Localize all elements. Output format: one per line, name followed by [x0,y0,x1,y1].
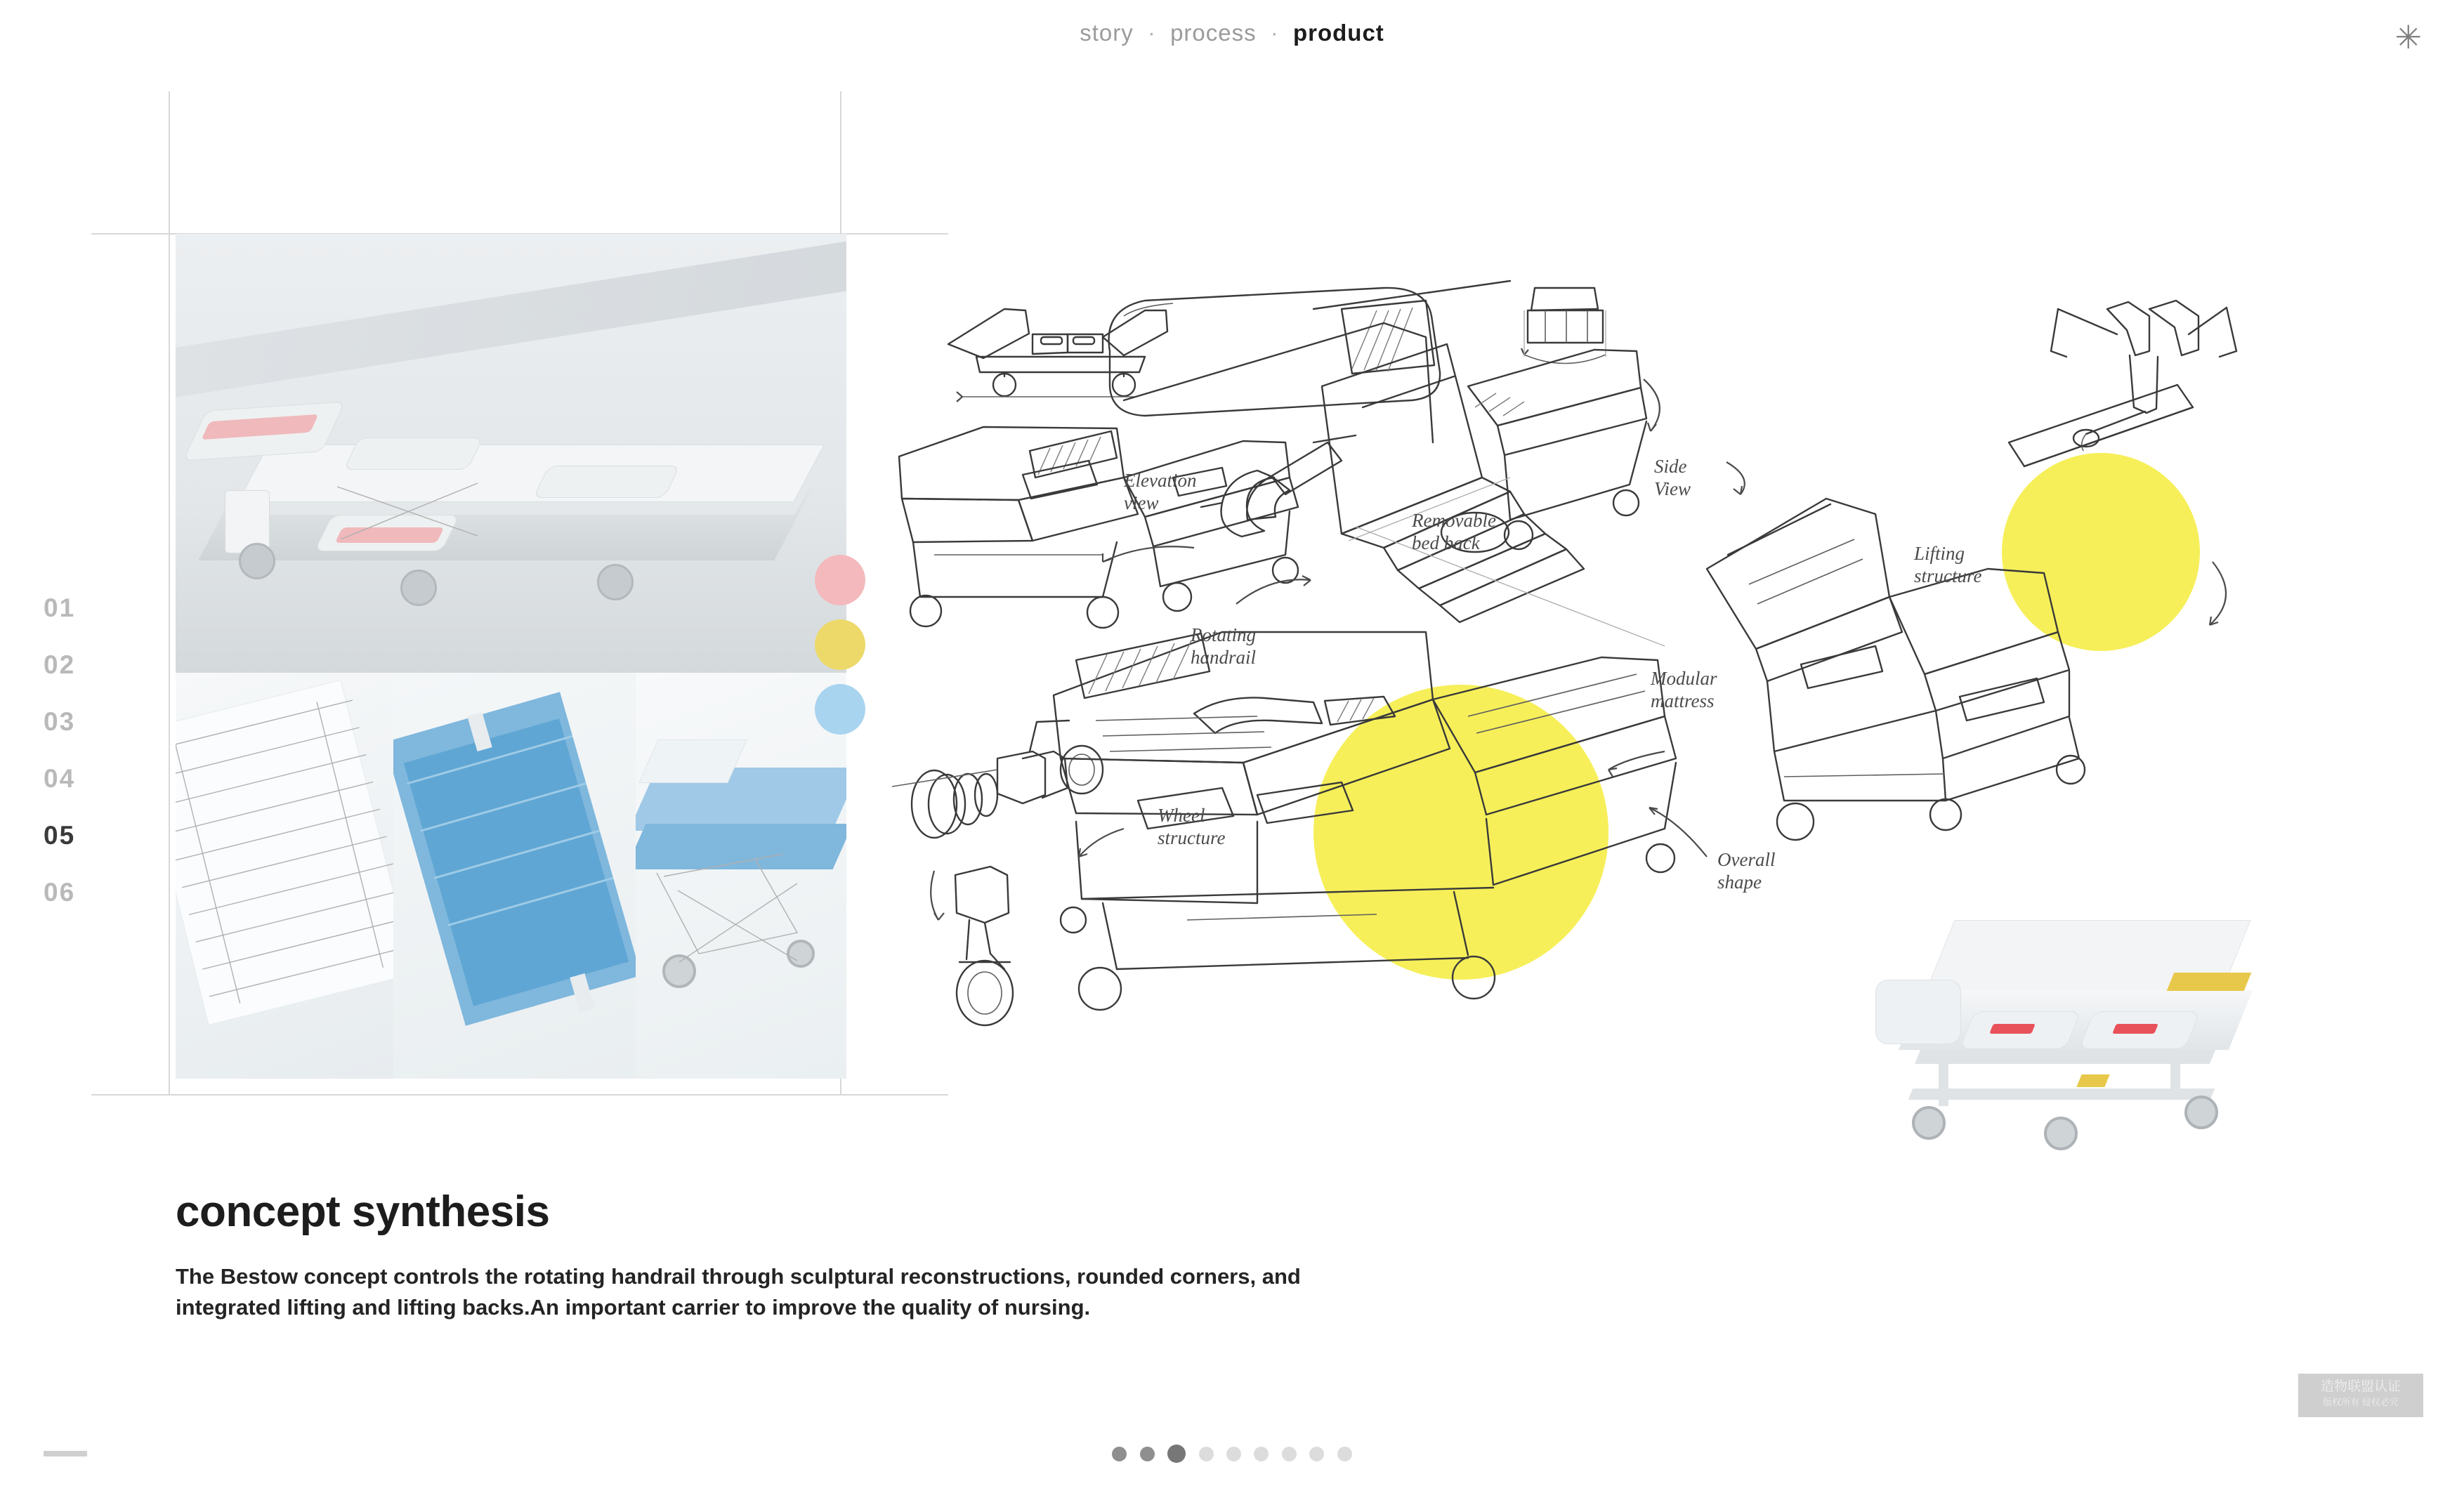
index-item-06[interactable]: 06 [44,878,76,907]
sketch-bed-right-lifted [1707,499,2085,840]
watermark-line-2: 版权所有 侵权必究 [2323,1396,2399,1407]
pagination-dot-1[interactable] [1112,1447,1127,1461]
render-wheel-3 [2184,1096,2218,1129]
nav-item-process[interactable]: process [1170,20,1257,46]
bottom-progress-dash [44,1451,87,1456]
label-lifting-structure: Lifting structure [1914,543,1982,587]
render-headboard [1875,980,1961,1044]
label-modular-mattress: Modular mattress [1651,668,1717,712]
pagination-dot-4[interactable] [1199,1447,1214,1461]
index-item-01[interactable]: 01 [44,593,76,622]
pagination-dot-6[interactable] [1254,1447,1269,1461]
render-handrail-accent-2 [2112,1024,2158,1034]
photo-cross-brace [176,234,846,673]
sketch-side-view [1521,288,1606,364]
product-render-photo [1868,906,2276,1187]
pagination-dot-2[interactable] [1140,1447,1155,1461]
asterisk-icon[interactable]: ✳ [2394,19,2422,55]
page-title: concept synthesis [176,1187,550,1236]
top-navigation[interactable] [0,20,2464,46]
render-wheel-1 [1912,1106,1946,1140]
nav-item-story[interactable]: story [1080,20,1134,46]
watermark [2298,1374,2423,1417]
index-item-04[interactable]: 04 [44,764,76,793]
pagination-dot-5[interactable] [1226,1447,1241,1461]
sketch-bed-main-large [1054,632,1676,1010]
pagination-dot-8[interactable] [1309,1447,1324,1461]
color-swatch-yellow [815,619,865,670]
index-item-02[interactable]: 02 [44,650,76,679]
sketch-lifting-structure [2009,301,2236,466]
pagination-dots[interactable] [0,1445,2464,1465]
render-footboard-accent [2167,973,2252,991]
label-removable-bed-back: Removable bed back [1412,510,1496,554]
photo-strip-item-blue-deck [393,673,636,1079]
nav-item-product[interactable]: product [1292,20,1384,46]
render-wheel-2 [2044,1117,2078,1150]
label-overall-shape: Overall shape [1717,849,1776,893]
render-leg-2 [2170,1050,2180,1099]
render-leg-1 [1939,1057,1948,1106]
sketch-elevation-view [948,309,1167,402]
pagination-dot-7[interactable] [1282,1447,1297,1461]
color-swatch-pink [815,555,865,605]
photo-mesh-pattern [176,673,393,1079]
render-frame-lower [1908,1088,2215,1100]
section-index[interactable] [44,593,75,935]
product-photo-main [176,234,846,673]
body-paragraph: The Bestow concept controls the rotating handrail through sculptural reconstructions, rounded corners, and integrated lifting and lifting backs.An important carrier to improve the quality of nursing. [176,1264,1301,1320]
guide-line-vertical-left [169,91,170,1096]
label-elevation-view: Elevation view [1124,470,1197,514]
color-swatch-blue [815,684,865,735]
pagination-dot-3-active[interactable] [1167,1445,1186,1463]
label-rotating-handrail: Rotating handrail [1191,624,1257,669]
sketch-removable-bed-back [1109,288,1441,416]
sketch-handrail-detail [1201,471,1274,537]
nav-separator-1: · [1147,20,1156,46]
photo-blue-deck-lines [393,673,636,1079]
label-wheel-structure: Wheel structure [1158,805,1226,849]
nav-separator-2: · [1270,20,1279,46]
index-item-05[interactable]: 05 [44,821,76,850]
pagination-dot-9[interactable] [1337,1447,1352,1461]
sketch-bed-perspective-left [899,427,1298,628]
render-handrail-accent-1 [1989,1024,2036,1034]
guide-line-horizontal-bottom [91,1094,948,1096]
sketch-wheel-structure [892,721,1103,1025]
color-swatches [815,555,865,749]
photo-strip-item-mesh [176,673,393,1079]
watermark-line-1: 造物联盟认证 [2320,1379,2401,1394]
index-item-03[interactable]: 03 [44,707,76,736]
product-photo-strip [176,673,846,1079]
render-pedal [2076,1074,2109,1087]
label-side-view: Side View [1654,456,1691,500]
